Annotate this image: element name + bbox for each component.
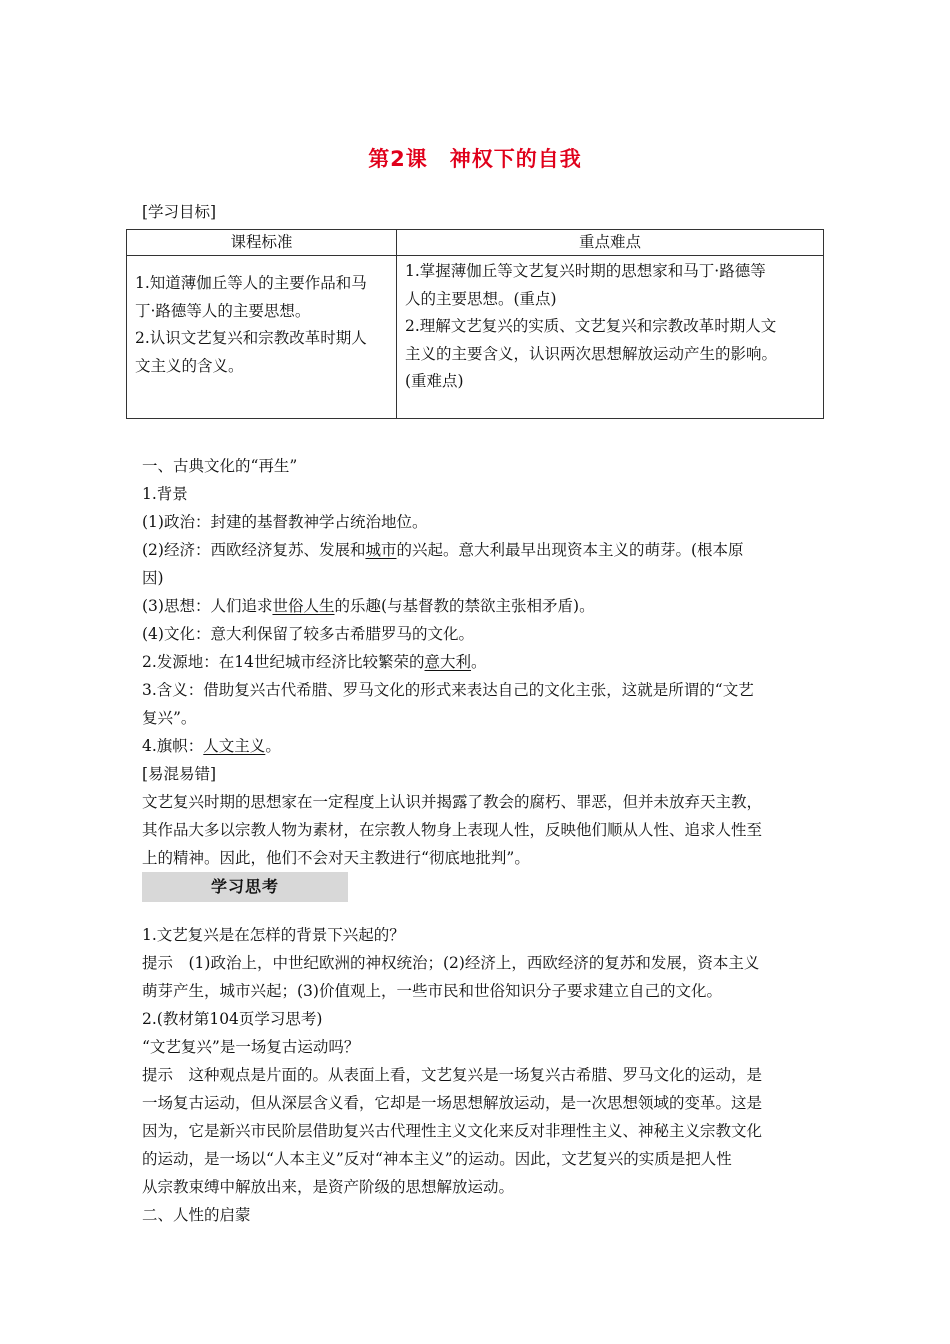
goals-standard-line: 2.认识文艺复兴和宗教改革时期人 — [135, 329, 367, 347]
confuse-line: 其作品大多以宗教人物为素材，在宗教人物身上表现人性，反映他们顺从人性、追求人性至 — [142, 821, 763, 839]
confuse-line: 上的精神。因此，他们不会对天主教进行“彻底地批判”。 — [142, 849, 530, 867]
goals-header-keypoints: 重点难点 — [397, 230, 824, 256]
background-economy — [142, 536, 744, 564]
goals-keypoints-line: 2.理解文艺复兴的实质、文艺复兴和宗教改革时期人文 — [405, 317, 777, 335]
section2-heading: 二、人性的启蒙 — [142, 1206, 251, 1224]
confuse-line: 文艺复兴时期的思想家在一定程度上认识并揭露了教会的腐朽、罪恶，但并未放弃天主教， — [142, 793, 763, 811]
origin-text: 。 — [471, 653, 487, 671]
background-thought — [142, 592, 595, 620]
goals-keypoints-line: 人的主要思想。(重点) — [405, 289, 557, 308]
banner-text: 。 — [265, 737, 281, 755]
meaning-line: 复兴”。 — [142, 709, 197, 727]
answer-2-line: 因为，它是新兴市民阶层借助复兴古代理性主义文化来反对非理性主义、神秘主义宗教文化 — [142, 1122, 763, 1140]
background-politics: (1)政治：封建的基督教神学占统治地位。 — [142, 513, 428, 531]
question-2-ref: 2.(教材第104页学习思考) — [142, 1010, 323, 1028]
banner-underlined: 人文主义 — [203, 737, 266, 755]
goals-standard-line: 1.知道薄伽丘等人的主要作品和马 — [135, 274, 367, 292]
meaning-line: 3.含义：借助复兴古代希腊、罗马文化的形式来表达自己的文化主张，这就是所谓的“文艺 — [142, 681, 754, 699]
background-culture: (4)文化：意大利保留了较多古希腊罗马的文化。 — [142, 625, 474, 643]
banner — [142, 732, 281, 760]
goals-table-header-row — [127, 230, 824, 256]
answer-2-line: 从宗教束缚中解放出来，是资产阶级的思想解放运动。 — [142, 1178, 515, 1196]
question-1: 1.文艺复兴是在怎样的背景下兴起的？ — [142, 926, 405, 944]
answer-2-line: 一场复古运动，但从深层含义看，它却是一场思想解放运动，是一次思想领域的变革。这是 — [142, 1094, 763, 1112]
thought-text: (3)思想：人们追求 — [142, 597, 273, 615]
origin-underlined: 意大利 — [424, 653, 472, 671]
origin — [142, 648, 487, 676]
economy-text: 的兴起。意大利最早出现资本主义的萌芽。(根本原 — [396, 541, 744, 559]
lesson-title: 第2课 神权下的自我 — [368, 147, 582, 171]
origin-text: 2.发源地：在14世纪城市经济比较繁荣的 — [142, 653, 425, 671]
banner-text: 4.旗帜： — [142, 737, 204, 755]
goals-cell-standard — [127, 256, 397, 419]
goals-standard-line: 丁·路德等人的主要思想。 — [135, 301, 311, 320]
goals-standard-line: 文主义的含义。 — [135, 356, 244, 375]
confuse-label: [易混易错] — [142, 765, 217, 783]
answer-1-line: 提示 (1)政治上，中世纪欧洲的神权统治；(2)经济上，西欧经济的复苏和发展，资本主义 — [142, 954, 760, 972]
thought-underlined: 世俗人生 — [272, 597, 335, 615]
background-economy-cont: 因) — [142, 569, 164, 587]
thought-text: 的乐趣(与基督教的禁欲主张相矛盾)。 — [334, 597, 595, 615]
study-think-bar: 学习思考 — [142, 872, 348, 902]
goals-cell-keypoints — [397, 256, 824, 419]
goals-label: [学习目标] — [142, 203, 217, 221]
goals-keypoints-line: (重难点) — [405, 372, 464, 390]
goals-keypoints-line: 1.掌握薄伽丘等文艺复兴时期的思想家和马丁·路德等 — [405, 262, 766, 280]
goals-header-standard: 课程标准 — [127, 230, 397, 256]
goals-keypoints-line: 主义的主要含义，认识两次思想解放运动产生的影响。 — [405, 344, 778, 363]
goals-table — [126, 229, 824, 419]
economy-text: (2)经济：西欧经济复苏、发展和 — [142, 541, 366, 559]
answer-1-line: 萌芽产生，城市兴起；(3)价值观上，一些市民和世俗知识分子要求建立自己的文化。 — [142, 982, 722, 1000]
goals-table-row — [127, 256, 824, 419]
answer-2-line: 的运动，是一场以“人本主义”反对“神本主义”的运动。因此，文艺复兴的实质是把人性 — [142, 1150, 732, 1168]
question-2: “文艺复兴”是一场复古运动吗？ — [142, 1038, 360, 1056]
background-label: 1.背景 — [142, 485, 188, 503]
section1-heading: 一、古典文化的“再生” — [142, 457, 298, 475]
answer-2-line: 提示 这种观点是片面的。从表面上看，文艺复兴是一场复兴古希腊、罗马文化的运动，是 — [142, 1066, 763, 1084]
economy-underlined: 城市 — [365, 541, 397, 559]
